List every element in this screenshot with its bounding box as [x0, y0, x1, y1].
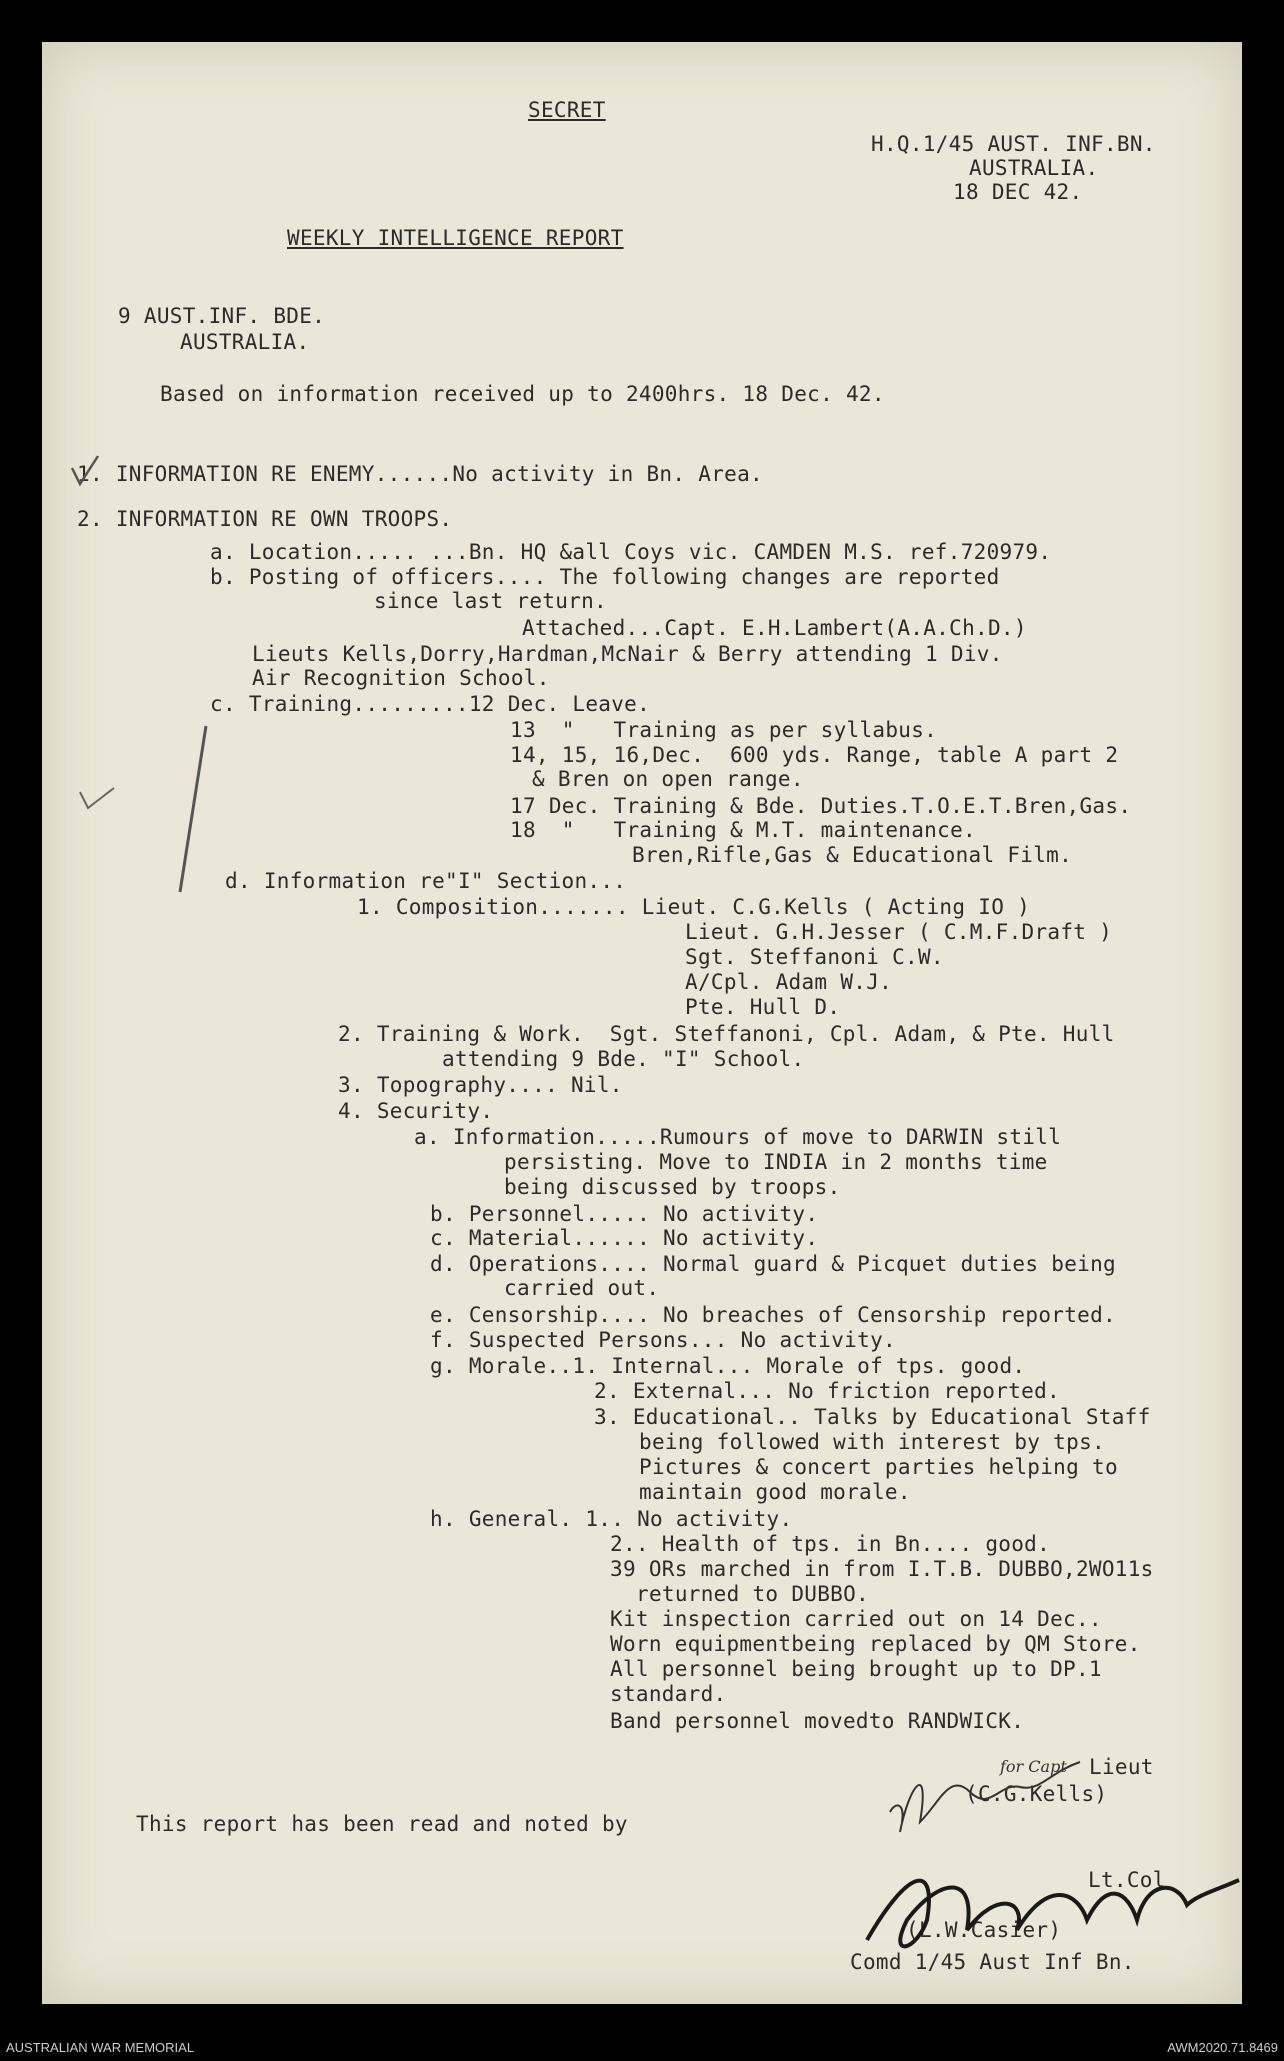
report-date: 18 DEC 42.: [953, 180, 1083, 204]
body-line: 4. Security.: [338, 1099, 494, 1123]
body-line: A/Cpl. Adam W.J.: [685, 970, 893, 994]
body-line: Pte. Hull D.: [685, 995, 841, 1019]
co-rank: Lt.Col: [1088, 1868, 1166, 1892]
body-line: 3. Topography.... Nil.: [338, 1073, 623, 1097]
body-line: Worn equipmentbeing replaced by QM Store.: [610, 1632, 1141, 1656]
footer-left: AUSTRALIAN WAR MEMORIAL: [6, 2040, 195, 2055]
body-line: carried out.: [504, 1276, 660, 1300]
body-line: maintain good morale.: [639, 1480, 911, 1504]
body-line: & Bren on open range.: [532, 767, 804, 791]
body-line: Kit inspection carried out on 14 Dec..: [610, 1607, 1102, 1631]
body-line: d. Information re"I" Section...: [225, 869, 627, 893]
body-line: 2. Training & Work. Sgt. Steffanoni, Cpl. Adam, & Pte. Hull: [338, 1022, 1115, 1046]
signatory-name: (C.G.Kells): [965, 1782, 1108, 1806]
addressee-line2: AUSTRALIA.: [180, 330, 310, 354]
body-line: Sgt. Steffanoni C.W.: [685, 945, 944, 969]
body-line: Pictures & concert parties helping to: [639, 1455, 1118, 1479]
body-line: being discussed by troops.: [504, 1175, 841, 1199]
body-line: Lieut. G.H.Jesser ( C.M.F.Draft ): [685, 920, 1113, 944]
body-line: 2. INFORMATION RE OWN TROOPS.: [77, 507, 453, 531]
country-heading: AUSTRALIA.: [969, 156, 1099, 180]
document-page: [42, 42, 1242, 2004]
body-line: 2.. Health of tps. in Bn.... good.: [610, 1532, 1051, 1556]
body-line: Air Recognition School.: [252, 666, 550, 690]
body-line: 3. Educational.. Talks by Educational Staff: [594, 1405, 1151, 1429]
body-line: d. Operations.... Normal guard & Picquet duties being: [430, 1252, 1116, 1276]
body-line: 18 " Training & M.T. maintenance.: [510, 818, 976, 842]
classification: SECRET: [528, 98, 606, 122]
pencil-tick-mark: [70, 454, 102, 490]
signature-annotation: for Capt: [1000, 1757, 1067, 1776]
body-line: Lieuts Kells,Dorry,Hardman,McNair & Berry attending 1 Div.: [252, 642, 1003, 666]
body-line: Attached...Capt. E.H.Lambert(A.A.Ch.D.): [522, 616, 1027, 640]
body-line: Band personnel movedto RANDWICK.: [610, 1709, 1025, 1733]
body-line: a. Location..... ...Bn. HQ &all Coys vic. CAMDEN M.S. ref.720979.: [210, 540, 1052, 564]
body-line: h. General. 1.. No activity.: [430, 1507, 793, 1531]
body-line: a. Information.....Rumours of move to DARWIN still: [414, 1125, 1062, 1149]
body-line: 1. Composition....... Lieut. C.G.Kells ( Acting IO ): [357, 895, 1031, 919]
body-line: c. Material...... No activity.: [430, 1226, 819, 1250]
body-line: standard.: [610, 1682, 727, 1706]
body-line: since last return.: [374, 589, 607, 613]
noted-by-line: This report has been read and noted by: [136, 1812, 628, 1836]
footer-right: AWM2020.71.8469: [1167, 2040, 1278, 2055]
body-line: b. Posting of officers.... The following changes are reported: [210, 565, 1000, 589]
body-line: b. Personnel..... No activity.: [430, 1202, 819, 1226]
body-line: g. Morale..1. Internal... Morale of tps. good.: [430, 1354, 1026, 1378]
signatory-rank: Lieut: [1089, 1755, 1154, 1779]
body-line: being followed with interest by tps.: [639, 1430, 1105, 1454]
pencil-margin-line: [174, 722, 214, 898]
signature-casier: [847, 1850, 1247, 1970]
command-line: Comd 1/45 Aust Inf Bn.: [850, 1950, 1135, 1974]
body-line: 39 ORs marched in from I.T.B. DUBBO,2WO11s: [610, 1557, 1154, 1581]
body-line: c. Training.........12 Dec. Leave.: [210, 692, 651, 716]
body-line: 2. External... No friction reported.: [594, 1379, 1060, 1403]
body-line: e. Censorship.... No breaches of Censorship reported.: [430, 1303, 1116, 1327]
body-line: Bren,Rifle,Gas & Educational Film.: [632, 843, 1073, 867]
report-title: WEEKLY INTELLIGENCE REPORT: [287, 226, 624, 250]
pencil-check-mark: [78, 782, 118, 812]
body-line: returned to DUBBO.: [636, 1582, 869, 1606]
unit-heading: H.Q.1/45 AUST. INF.BN.: [871, 132, 1156, 156]
signature-kells: [880, 1742, 1100, 1852]
basis-line: Based on information received up to 2400hrs. 18 Dec. 42.: [160, 382, 885, 406]
body-line: 1. INFORMATION RE ENEMY......No activity in Bn. Area.: [77, 462, 763, 486]
body-line: 14, 15, 16,Dec. 600 yds. Range, table A part 2: [510, 743, 1119, 767]
body-line: attending 9 Bde. "I" School.: [442, 1047, 805, 1071]
body-line: 17 Dec. Training & Bde. Duties.T.O.E.T.Bren,Gas.: [510, 794, 1132, 818]
body-line: f. Suspected Persons... No activity.: [430, 1328, 896, 1352]
body-line: persisting. Move to INDIA in 2 months time: [504, 1150, 1048, 1174]
body-line: All personnel being brought up to DP.1: [610, 1657, 1102, 1681]
body-line: 13 " Training as per syllabus.: [510, 718, 938, 742]
addressee-line1: 9 AUST.INF. BDE.: [118, 304, 326, 328]
co-name: (L.W.Casier): [906, 1918, 1062, 1942]
